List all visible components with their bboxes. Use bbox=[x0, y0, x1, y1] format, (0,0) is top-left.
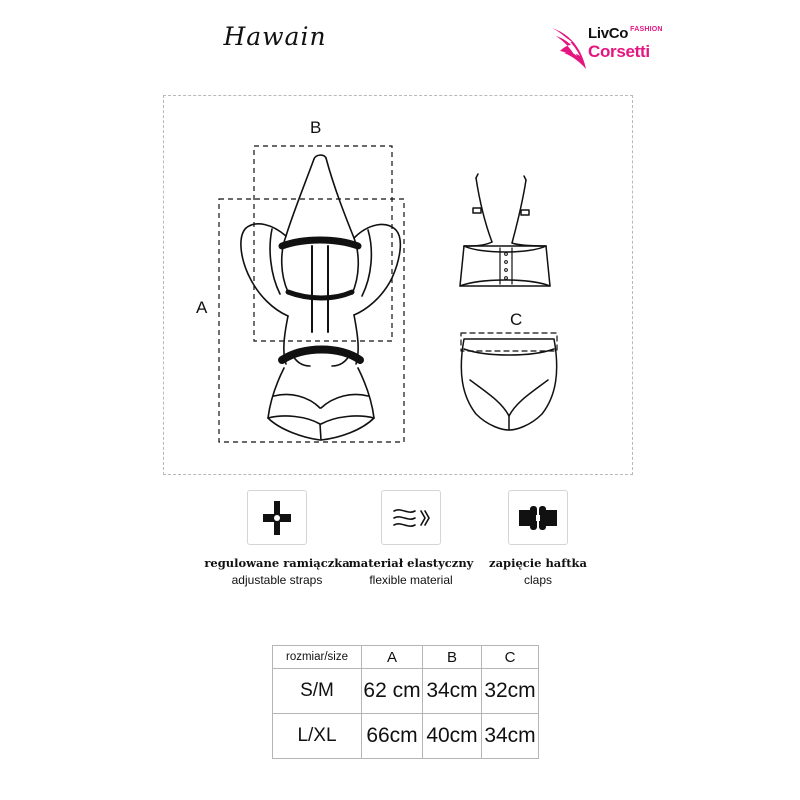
feature-caption bbox=[202, 556, 352, 588]
brand-logo bbox=[550, 22, 662, 70]
feature-caption bbox=[463, 556, 613, 588]
table-cell-size: S/M bbox=[273, 669, 362, 714]
feature-label-en: claps bbox=[523, 572, 552, 587]
flexible-material-icon bbox=[388, 498, 434, 538]
table-header-a: A bbox=[362, 646, 423, 669]
dimension-label-c: C bbox=[510, 310, 523, 329]
table-cell-c: 34cm bbox=[482, 714, 539, 759]
table-row bbox=[273, 714, 539, 759]
table-cell-b: 34cm bbox=[423, 669, 482, 714]
table-cell-a: 66cm bbox=[362, 714, 423, 759]
product-name: Hawain bbox=[223, 22, 327, 51]
brand-swoosh-icon bbox=[550, 26, 590, 70]
brand-wordmark bbox=[588, 26, 663, 60]
size-table bbox=[272, 645, 539, 759]
brand-corsetti-text: Corsetti bbox=[588, 42, 650, 61]
table-header-c: C bbox=[482, 646, 539, 669]
feature-adjustable-straps bbox=[202, 490, 352, 588]
panty-back-view bbox=[461, 333, 557, 430]
feature-hook-clasp bbox=[463, 490, 613, 588]
brand-livco-text: LivCo bbox=[588, 25, 629, 42]
table-cell-c: 32cm bbox=[482, 669, 539, 714]
garment-illustrations bbox=[164, 96, 632, 474]
feature-icon-box bbox=[381, 490, 441, 545]
feature-label-pl: materiał elastyczny bbox=[348, 556, 474, 570]
adjustable-straps-icon bbox=[254, 498, 300, 538]
feature-label-pl: zapięcie haftka bbox=[489, 556, 587, 570]
technical-drawing-panel bbox=[163, 95, 633, 475]
feature-icon-row bbox=[163, 490, 633, 615]
dimension-label-a: A bbox=[196, 298, 208, 317]
dimension-label-b: B bbox=[310, 118, 322, 137]
table-cell-b: 40cm bbox=[423, 714, 482, 759]
hook-clasp-icon bbox=[515, 498, 561, 538]
brand-fashion-text: FASHION bbox=[630, 26, 663, 33]
table-header-b: B bbox=[423, 646, 482, 669]
feature-icon-box bbox=[247, 490, 307, 545]
table-row bbox=[273, 669, 539, 714]
feature-label-en: flexible material bbox=[369, 572, 453, 587]
table-header-size: rozmiar/size bbox=[273, 646, 362, 669]
table-header-row bbox=[273, 646, 539, 669]
bodysuit-front-view bbox=[241, 155, 400, 440]
page-header bbox=[0, 0, 800, 92]
bra-top-view bbox=[460, 174, 550, 286]
feature-label-pl: regulowane ramiączka bbox=[204, 556, 350, 570]
table-cell-size: L/XL bbox=[273, 714, 362, 759]
feature-label-en: adjustable straps bbox=[231, 572, 323, 587]
table-cell-a: 62 cm bbox=[362, 669, 423, 714]
feature-icon-box bbox=[508, 490, 568, 545]
